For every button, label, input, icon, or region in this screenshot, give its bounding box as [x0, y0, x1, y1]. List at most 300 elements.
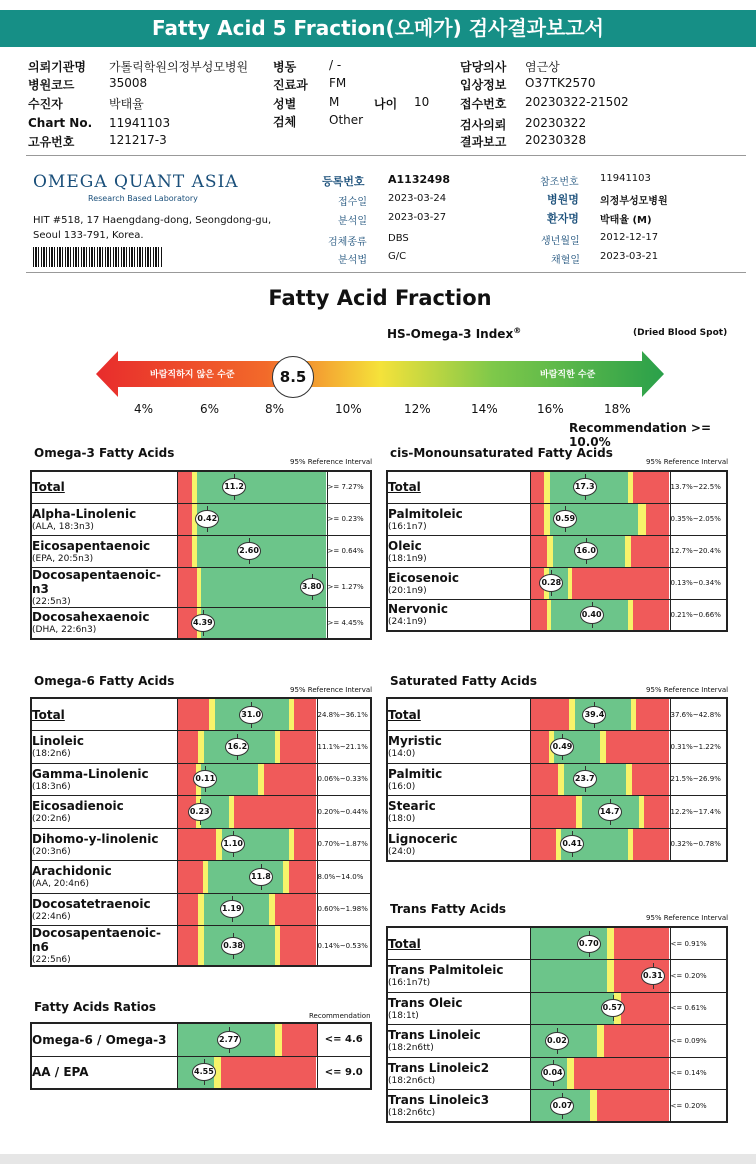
- range-bar: [530, 1057, 670, 1090]
- reference-range: 0.60%~1.98%: [317, 893, 371, 926]
- acid-name: Docosapentaenoic-n3: [32, 567, 162, 596]
- zone-red: [631, 536, 670, 567]
- patient-label: 수진자: [28, 97, 63, 111]
- value-marker: 0.11: [193, 770, 217, 788]
- ward-value: / -: [329, 58, 342, 72]
- table-row: [31, 607, 371, 639]
- type-label: 검체종류: [328, 237, 367, 248]
- zone-red: [178, 504, 193, 535]
- table-row: [31, 567, 371, 607]
- range-bar: [177, 1023, 317, 1056]
- fatty-acid-name: [31, 926, 177, 967]
- acid-abbr: (DHA, 22:6n3): [32, 625, 97, 636]
- dept-value: FM: [329, 76, 347, 90]
- age-value: 10: [414, 95, 430, 109]
- ref-interval-label: 95% Reference Interval: [290, 458, 373, 466]
- patient-info: [0, 54, 756, 150]
- zone-red: [280, 926, 316, 965]
- fatty-acid-name: [387, 828, 530, 861]
- range-bar: [177, 535, 327, 567]
- acid-abbr: (EPA, 20:5n3): [32, 553, 94, 564]
- patient-value: 박태율: [109, 97, 144, 111]
- tick-label: 12%: [404, 402, 431, 416]
- ward-label: 병동: [273, 60, 297, 74]
- zone-green: [531, 960, 607, 992]
- ref-interval-label: 95% Reference Interval: [646, 914, 729, 922]
- table-row: [387, 1090, 727, 1123]
- zone-red: [178, 568, 197, 607]
- acid-name: Arachidonic: [32, 864, 112, 879]
- table-row: [31, 926, 371, 967]
- acid-abbr: (16:0): [388, 781, 416, 792]
- acid-abbr: (24:1n9): [388, 617, 427, 628]
- value-marker: 4.55: [192, 1063, 216, 1081]
- zone-red: [531, 472, 545, 503]
- table-row: [387, 763, 727, 796]
- zone-yellow: [275, 1024, 282, 1056]
- acid-name: Palmitoleic: [388, 506, 463, 521]
- fatty-acid-name: [31, 796, 177, 829]
- reference-range: <= 0.20%: [670, 1090, 727, 1123]
- tick-label: 10%: [335, 402, 362, 416]
- ref-interval-label: 95% Reference Interval: [290, 686, 373, 694]
- zone-red: [178, 731, 199, 763]
- range-bar: [530, 471, 670, 503]
- ref-interval-label: Recommendation: [309, 1012, 371, 1020]
- fraction-title: Fatty Acid Fraction: [268, 286, 492, 310]
- ref-label: 참조번호: [540, 177, 579, 188]
- value-marker: 11.8: [249, 868, 273, 886]
- reference-range: <= 0.61%: [670, 992, 727, 1025]
- report-title: Fatty Acid 5 Fraction(오메가) 검사결과보고서: [0, 10, 756, 47]
- type-value: DBS: [388, 233, 409, 244]
- index-recommendation: Recommendation >= 10.0%: [569, 421, 712, 449]
- acid-name: Lignoceric: [388, 831, 458, 846]
- zone-red: [633, 829, 669, 860]
- acid-name: Dihomo-y-linolenic: [32, 831, 159, 846]
- reference-range: 11.1%~21.1%: [317, 731, 371, 764]
- zone-red: [221, 1057, 317, 1089]
- zone-red: [604, 1025, 669, 1057]
- zone-yellow: [607, 928, 614, 959]
- lab-address-2: Seoul 133-791, Korea.: [33, 230, 144, 241]
- specimen-label: 검체: [273, 115, 297, 129]
- table-row: [387, 927, 727, 960]
- acid-name: Trans Linoleic3: [388, 1093, 490, 1107]
- fatty-acid-name: [31, 567, 177, 607]
- table-row: [387, 731, 727, 764]
- reference-range: 0.70%~1.87%: [317, 828, 371, 861]
- acid-abbr: (18:1n9): [388, 553, 427, 564]
- good-level-label: 바람직한 수준: [540, 370, 596, 380]
- reference-range: >= 0.64%: [327, 535, 371, 567]
- zone-red: [597, 1090, 669, 1121]
- value-marker: 11.2: [222, 478, 246, 496]
- sex-label: 성별: [273, 97, 297, 111]
- zone-red: [178, 894, 199, 926]
- zone-red: [178, 861, 203, 893]
- range-zones: [178, 829, 317, 861]
- table-row: [31, 828, 371, 861]
- receipt-value: 20230322-21502: [525, 95, 629, 109]
- fatty-acid-name: [31, 861, 177, 894]
- reference-range: <= 0.14%: [670, 1057, 727, 1090]
- acid-name: Total: [388, 480, 421, 495]
- zone-red: [178, 699, 210, 730]
- admission-label: 입상정보: [460, 78, 507, 92]
- range-zones: [178, 894, 317, 926]
- zone-red: [633, 600, 669, 631]
- range-bar: [530, 796, 670, 829]
- range-bar: [177, 828, 317, 861]
- value-marker: 2.60: [237, 542, 261, 560]
- range-bar: [177, 926, 317, 967]
- acid-name: Total: [32, 480, 65, 495]
- fatty-acid-name: [387, 503, 530, 535]
- reference-range: >= 1.27%: [327, 567, 371, 607]
- fatty-acid-name: [31, 828, 177, 861]
- range-bar: [177, 471, 327, 503]
- range-zones: [178, 926, 317, 965]
- value-marker: 0.02: [545, 1032, 569, 1050]
- admission-value: O37TK2570: [525, 76, 596, 90]
- table-row: [31, 503, 371, 535]
- acid-abbr: (18:2n6ct): [388, 1075, 436, 1086]
- acid-abbr: (18:3n6): [32, 781, 71, 792]
- zone-red: [264, 764, 317, 796]
- barcode: [33, 247, 163, 267]
- acid-name: Myristic: [388, 734, 442, 749]
- range-zones: [531, 472, 670, 503]
- range-bar: [530, 828, 670, 861]
- fatty-acid-name: [387, 1025, 530, 1058]
- zone-red: [289, 861, 317, 893]
- table-row: [387, 503, 727, 535]
- zone-red: [178, 536, 193, 567]
- reference-range: 0.21%~0.66%: [670, 599, 727, 631]
- table-row: [387, 1025, 727, 1058]
- zone-red: [632, 764, 670, 796]
- zone-green: [201, 608, 326, 639]
- acid-name: Nervonic: [388, 602, 448, 617]
- dept-label: 진료과: [273, 78, 308, 92]
- table-row: [31, 796, 371, 829]
- acid-abbr: (16:1n7): [388, 521, 427, 532]
- zone-red: [531, 536, 548, 567]
- reference-range: <= 9.0: [317, 1056, 371, 1089]
- acid-name: Eicosapentaenoic: [32, 538, 151, 553]
- acid-name: Docosatetraenoic: [32, 896, 151, 911]
- lab-address-1: HIT #518, 17 Haengdang-dong, Seongdong-gu,: [33, 215, 272, 226]
- reference-range: 8.0%~14.0%: [317, 861, 371, 894]
- footer-bar: [0, 1154, 756, 1164]
- institution-label: 의뢰기관명: [28, 60, 86, 74]
- tick-label: 14%: [471, 402, 498, 416]
- anal-value: 2023-03-27: [388, 212, 447, 223]
- reference-range: >= 7.27%: [327, 471, 371, 503]
- zone-red: [280, 731, 316, 763]
- fatty-acid-name: [387, 960, 530, 993]
- method-label: 분석법: [338, 255, 367, 266]
- table-row: [387, 599, 727, 631]
- sample-type: (Dried Blood Spot): [633, 328, 728, 338]
- table-row: [31, 763, 371, 796]
- acid-name: Omega-6 / Omega-3: [32, 1032, 167, 1047]
- value-marker: 0.49: [550, 738, 574, 756]
- fatty-acid-name: [387, 698, 530, 731]
- recv-label: 접수일: [338, 197, 367, 208]
- table-row: [387, 1057, 727, 1090]
- fatty-acid-name: [31, 503, 177, 535]
- code-value: 35008: [109, 76, 148, 90]
- table-row: [387, 960, 727, 993]
- reference-range: <= 0.91%: [670, 927, 727, 960]
- acid-abbr: (20:1n9): [388, 585, 427, 596]
- panel-title-omega3: Omega-3 Fatty Acids: [34, 446, 175, 460]
- fatty-acid-name: [387, 796, 530, 829]
- value-marker: 0.28: [539, 574, 563, 592]
- zone-red: [531, 764, 559, 796]
- pt-label: 환자명: [547, 212, 579, 225]
- sex-value: M: [329, 95, 340, 109]
- acid-name: AA / EPA: [32, 1065, 89, 1080]
- value-marker: 23.7: [573, 770, 597, 788]
- code-label: 병원코드: [28, 78, 75, 92]
- reference-range: 21.5%~26.9%: [670, 763, 727, 796]
- divider: [26, 155, 746, 156]
- bad-level-label: 바람직하지 않은 수준: [150, 370, 235, 380]
- value-marker: 0.38: [221, 937, 245, 955]
- panel-title-mono: cis-Monounsaturated Fatty Acids: [390, 446, 613, 460]
- table-row: [31, 731, 371, 764]
- range-zones: [178, 861, 317, 893]
- value-marker: 0.57: [601, 999, 625, 1017]
- range-bar: [530, 992, 670, 1025]
- draw-value: 2023-03-21: [600, 251, 659, 262]
- reg-value: A1132498: [388, 173, 451, 186]
- reference-range: 0.20%~0.44%: [317, 796, 371, 829]
- zone-red: [531, 699, 570, 730]
- zone-red: [531, 504, 545, 535]
- tick-label: 16%: [537, 402, 564, 416]
- reference-range: <= 0.09%: [670, 1025, 727, 1058]
- zone-red: [621, 993, 670, 1025]
- acid-name: Total: [32, 707, 65, 722]
- range-bar: [530, 927, 670, 960]
- acid-abbr: (18:1t): [388, 1010, 419, 1021]
- hosp-value: 의정부성모병원: [600, 196, 668, 207]
- range-zones: [531, 764, 670, 796]
- value-marker: 0.70: [577, 935, 601, 953]
- range-zones: [531, 504, 670, 535]
- anal-label: 분석일: [338, 216, 367, 227]
- value-marker: 1.19: [220, 900, 244, 918]
- reference-range: 0.32%~0.78%: [670, 828, 727, 861]
- value-marker: 0.07: [550, 1097, 574, 1115]
- value-marker: 31.0: [239, 706, 263, 724]
- acid-name: Linoleic: [32, 734, 85, 749]
- value-marker: 0.59: [553, 510, 577, 528]
- index-subtitle: [387, 326, 521, 341]
- zone-red: [531, 600, 548, 631]
- zone-red: [178, 472, 193, 503]
- table-row: [31, 471, 371, 503]
- age-label: 나이: [374, 97, 398, 111]
- zone-red: [178, 829, 217, 861]
- value-marker: 0.31: [641, 967, 665, 985]
- value-marker: 0.04: [541, 1064, 565, 1082]
- acid-name: Stearic: [388, 799, 436, 814]
- fatty-acid-name: [387, 763, 530, 796]
- zone-yellow: [567, 1058, 574, 1090]
- reference-range: 0.31%~1.22%: [670, 731, 727, 764]
- table-row: [31, 1056, 371, 1089]
- acid-abbr: (18:2n6tt): [388, 1043, 434, 1054]
- range-zones: [531, 536, 670, 567]
- zone-red: [633, 472, 669, 503]
- zone-red: [294, 699, 316, 730]
- acid-name: Oleic: [388, 538, 422, 553]
- request-label: 검사의뢰: [460, 118, 507, 132]
- range-bar: [530, 960, 670, 993]
- acid-name: Gamma-Linolenic: [32, 766, 149, 781]
- fatty-acid-name: [31, 763, 177, 796]
- range-bar: [177, 503, 327, 535]
- reference-range: >= 0.23%: [327, 503, 371, 535]
- reference-range: 0.14%~0.53%: [317, 926, 371, 967]
- request-value: 20230322: [525, 116, 587, 130]
- value-marker: 0.23: [188, 803, 212, 821]
- ref-value: 11941103: [600, 173, 651, 184]
- acid-abbr: (16:1n7t): [388, 978, 431, 989]
- zone-red: [531, 829, 556, 860]
- range-bar: [177, 698, 317, 731]
- panel-table-trans: [386, 926, 728, 1123]
- panel-table-mono: [386, 470, 728, 632]
- panel-title-ratios: Fatty Acids Ratios: [34, 1000, 157, 1014]
- acid-name: Trans Oleic: [388, 995, 463, 1010]
- range-bar: [530, 731, 670, 764]
- acid-abbr: (18:0): [388, 814, 416, 825]
- zone-red: [636, 699, 669, 730]
- zone-yellow: [597, 1025, 604, 1057]
- value-marker: 16.0: [574, 542, 598, 560]
- table-row: [31, 535, 371, 567]
- value-marker: 3.80: [300, 578, 324, 596]
- value-marker: 0.42: [195, 510, 219, 528]
- acid-abbr: (20:2n6): [32, 814, 71, 825]
- lab-logo: OMEGA QUANT ASIA: [33, 172, 239, 192]
- dob-label: 생년월일: [541, 236, 580, 247]
- hosp-label: 병원명: [547, 193, 579, 206]
- reference-range: 0.35%~2.05%: [670, 503, 727, 535]
- acid-abbr: (20:3n6): [32, 846, 71, 857]
- tick-label: 8%: [265, 402, 285, 416]
- acid-abbr: (AA, 20:4n6): [32, 879, 89, 890]
- table-row: [31, 861, 371, 894]
- reference-range: 0.06%~0.33%: [317, 763, 371, 796]
- acid-name: Trans Linoleic: [388, 1028, 481, 1043]
- range-bar: [530, 567, 670, 599]
- range-bar: [177, 567, 327, 607]
- panel-table-ratios: [30, 1022, 372, 1090]
- reference-range: 24.8%~36.1%: [317, 698, 371, 731]
- range-bar: [177, 763, 317, 796]
- zone-red: [574, 1058, 670, 1090]
- zone-red: [294, 829, 316, 861]
- lab-logo-sub: Research Based Laboratory: [88, 194, 198, 203]
- acid-name: Alpha-Linolenic: [32, 506, 137, 521]
- zone-red: [275, 894, 317, 926]
- table-row: [387, 471, 727, 503]
- dob-value: 2012-12-17: [600, 232, 659, 243]
- acid-abbr: (18:2n6tc): [388, 1108, 436, 1118]
- acid-name: Docosapentaenoic-n6: [32, 926, 162, 954]
- table-row: [387, 535, 727, 567]
- fatty-acid-name: [387, 1090, 530, 1123]
- fatty-acid-name: [31, 731, 177, 764]
- acid-abbr: (24:0): [388, 846, 416, 857]
- zone-yellow: [590, 1090, 597, 1121]
- reference-range: 37.6%~42.8%: [670, 698, 727, 731]
- chart-label: Chart No.: [28, 116, 93, 130]
- fatty-acid-name: [387, 599, 530, 631]
- table-row: [387, 992, 727, 1025]
- value-marker: 17.3: [573, 478, 597, 496]
- institution-value: 가톨릭학원의정부성모병원: [109, 60, 249, 74]
- acid-name: Eicosadienoic: [32, 799, 124, 814]
- reference-range: 12.2%~17.4%: [670, 796, 727, 829]
- fatty-acid-name: [387, 535, 530, 567]
- value-marker: 39.4: [582, 706, 606, 724]
- receipt-label: 접수번호: [460, 97, 507, 111]
- uid-value: 121217-3: [109, 133, 167, 147]
- value-marker: 2.77: [217, 1031, 241, 1049]
- range-bar: [530, 503, 670, 535]
- uid-label: 고유번호: [28, 135, 75, 149]
- reference-range: 12.7%~20.4%: [670, 535, 727, 567]
- zone-red: [606, 731, 670, 763]
- zone-red: [614, 928, 670, 959]
- reference-range: <= 0.20%: [670, 960, 727, 993]
- tick-label: 18%: [604, 402, 631, 416]
- reg-label: 등록번호: [322, 175, 365, 188]
- acid-abbr: (22:5n3): [32, 596, 71, 607]
- table-row: [387, 796, 727, 829]
- range-bar: [177, 861, 317, 894]
- zone-red: [531, 731, 549, 763]
- range-bar: [530, 698, 670, 731]
- fatty-acid-name: [387, 992, 530, 1025]
- acid-name: Total: [388, 936, 421, 951]
- fatty-acid-name: [387, 471, 530, 503]
- panel-table-omega3: [30, 470, 372, 640]
- range-zones: [178, 1024, 317, 1056]
- zone-red: [572, 568, 669, 599]
- range-zones: [531, 829, 670, 860]
- index-subtitle-text: HS-Omega-3 Index: [387, 327, 514, 341]
- fatty-acid-name: [387, 567, 530, 599]
- range-bar: [177, 1056, 317, 1089]
- reference-range: 0.13%~0.34%: [670, 567, 727, 599]
- reference-range: 13.7%~22.5%: [670, 471, 727, 503]
- panel-table-omega6: [30, 697, 372, 967]
- acid-abbr: (ALA, 18:3n3): [32, 521, 94, 532]
- range-bar: [530, 763, 670, 796]
- ref-interval-label: 95% Reference Interval: [646, 458, 729, 466]
- value-marker: 0.40: [580, 606, 604, 624]
- acid-abbr: (22:4n6): [32, 911, 71, 922]
